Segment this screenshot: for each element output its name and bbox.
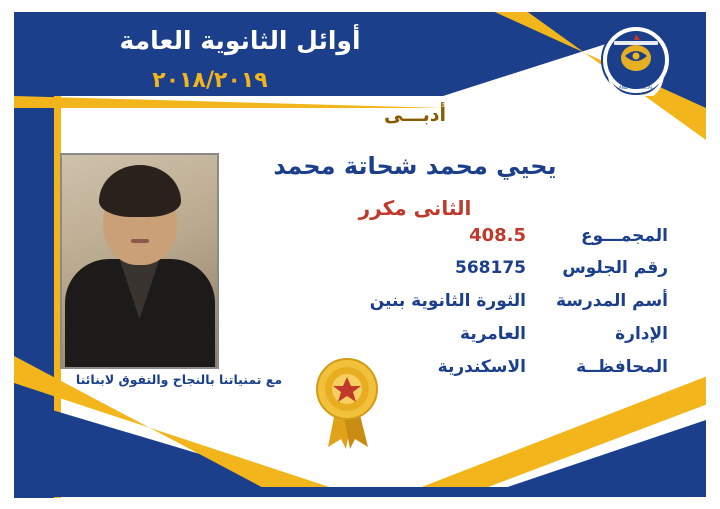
detail-value-governorate: الاسكندرية [437, 357, 526, 377]
detail-value-seat: 568175 [455, 258, 526, 278]
detail-row-total [248, 225, 668, 249]
detail-value-total: 408.5 [469, 225, 526, 246]
photo-eye-left [118, 209, 125, 213]
detail-label-governorate: المحافظــة [576, 357, 668, 377]
svg-text:MINISTRY OF: MINISTRY OF [620, 73, 652, 79]
svg-text:AND TECHNICAL: AND TECHNICAL [618, 85, 654, 90]
congratulation-text: مع تمنياتنا بالنجاح والتفوق لابنائنا [75, 372, 283, 387]
photo-mouth [131, 239, 149, 243]
detail-label-total: المجمـــوع [581, 226, 668, 246]
detail-value-school: الثورة الثانوية بنين [369, 291, 526, 311]
ministry-emblem-icon [600, 24, 672, 96]
student-photo [60, 153, 219, 369]
student-name: يحيي محمد شحاتة محمد [273, 152, 557, 180]
detail-row-seat [248, 258, 668, 282]
detail-row-governorate [248, 357, 668, 381]
detail-value-directorate: العامرية [460, 324, 526, 344]
bottom-blue-strip [14, 487, 706, 497]
detail-label-directorate: الإدارة [615, 324, 668, 344]
student-rank: الثانى مكرر [358, 196, 472, 220]
student-details [248, 225, 668, 390]
detail-label-seat: رقم الجلوس [562, 258, 668, 278]
photo-eye-right [154, 209, 161, 213]
detail-label-school: أسم المدرسة [555, 291, 668, 311]
academic-year: ٢٠١٨/٢٠١٩ [152, 68, 268, 93]
detail-row-directorate [248, 324, 668, 348]
detail-row-school [248, 291, 668, 315]
page-title: أوائل الثانوية العامة [119, 26, 361, 55]
svg-text:EDUCATION: EDUCATION [621, 79, 651, 85]
study-branch: أدبـــى [383, 104, 447, 126]
award-rosette-icon [312, 355, 382, 451]
